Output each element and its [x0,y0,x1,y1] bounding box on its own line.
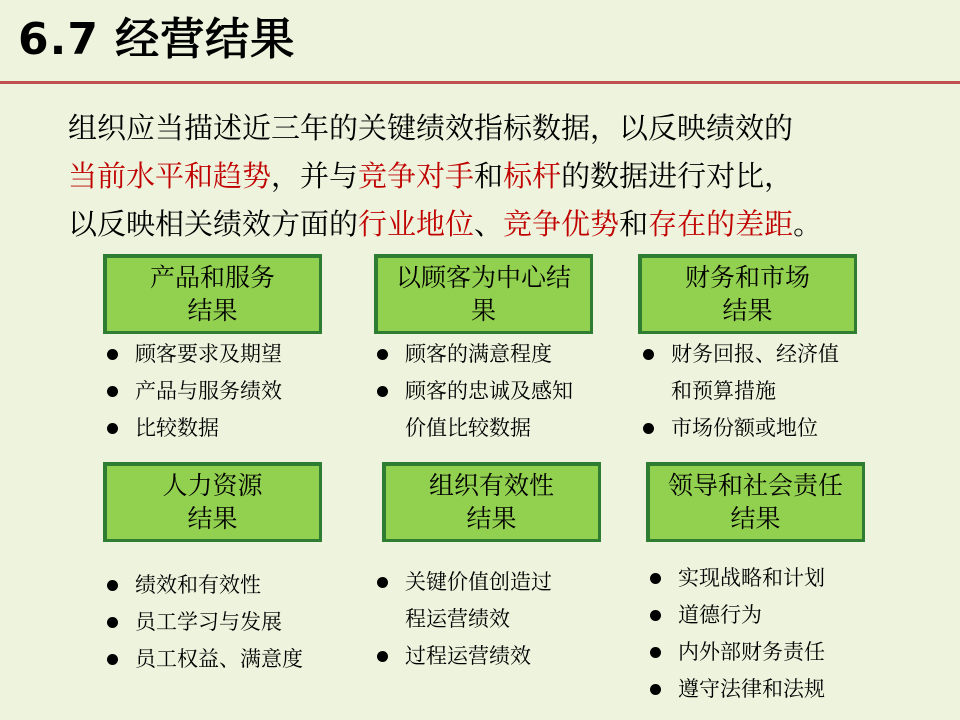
page-title: 6.7 经营结果 [18,14,296,65]
bullet-icon [650,610,661,621]
list-customer-focused [373,336,623,447]
intro-text: 以反映相关绩效方面的 [68,207,359,241]
bullet-icon [107,349,118,360]
list-item: 道德行为 [646,597,906,634]
bullet-icon [107,386,118,397]
box-financial-market [638,254,857,334]
list-item: 比较数据 [103,410,343,447]
list-item: 产品与服务绩效 [103,373,343,410]
bullet-icon [643,349,654,360]
bullet-icon [650,684,661,695]
intro-text: 和 [474,159,504,193]
bullet-icon [107,580,118,591]
list-item-continuation: 和预算措施 [671,379,776,403]
box-title: 果 [470,296,496,325]
bullet-icon [650,573,661,584]
box-title: 产品和服务 [149,263,275,292]
box-products-services [103,254,322,334]
list-item: 绩效和有效性 [103,567,363,604]
highlight-gap: 存在的差距 [648,207,794,241]
highlight-industry-position: 行业地位 [358,207,475,241]
box-title: 结果 [722,296,773,325]
box-title: 人力资源 [162,471,263,500]
intro-text: 和 [619,207,649,241]
list-item: 关键价值创造过 [373,564,623,601]
intro-text: 。 [793,207,823,241]
box-organizational-effectiveness [382,462,601,542]
bullet-icon [377,577,388,588]
list-item: 遵守法律和法规 [646,671,906,708]
list-item-continuation: 程运营绩效 [405,607,510,631]
highlight-benchmark: 标杆 [503,159,562,193]
box-title: 以顾客为中心结 [395,263,571,292]
list-products-services [103,336,343,447]
list-item: 顾客的满意程度 [373,336,623,373]
box-leadership-social [646,462,865,542]
intro-text: ，并与 [271,159,359,193]
intro-text: 、 [474,207,504,241]
highlight-current-level: 当前水平和趋势 [68,159,272,193]
highlight-competitive-advantage: 竞争优势 [503,207,620,241]
intro-text: 组织应当描述近三年的关键绩效指标数据，以反映绩效的 [68,111,794,145]
list-item: 市场份额或地位 [639,410,899,447]
bullet-icon [650,647,661,658]
box-title: 领导和社会责任 [667,471,843,500]
list-item: 顾客要求及期望 [103,336,343,373]
list-financial-market [639,336,899,447]
box-title: 结果 [187,504,238,533]
bullet-icon [107,654,118,665]
highlight-competitors: 竞争对手 [358,159,475,193]
bullet-icon [377,349,388,360]
bullet-icon [377,651,388,662]
list-organizational-effectiveness [373,564,623,675]
box-title: 组织有效性 [428,471,554,500]
intro-paragraph [68,104,948,248]
title-underline [0,81,960,84]
list-item: 财务回报、经济值 [639,336,899,373]
bullet-icon [643,423,654,434]
intro-line-3 [68,200,948,248]
list-item: 顾客的忠诚及感知 [373,373,623,410]
list-item-continuation: 价值比较数据 [405,416,531,440]
list-human-resources [103,567,363,678]
list-item: 内外部财务责任 [646,634,906,671]
box-customer-focused [374,254,593,334]
list-item: 实现战略和计划 [646,560,906,597]
box-title: 结果 [730,504,781,533]
bullet-icon [107,617,118,628]
intro-text: 的数据进行对比， [561,159,794,193]
bullet-icon [107,423,118,434]
box-title: 结果 [466,504,517,533]
intro-line-1 [68,104,948,152]
list-item: 过程运营绩效 [373,638,623,675]
box-title: 结果 [187,296,238,325]
bullet-icon [377,386,388,397]
box-human-resources [103,462,322,542]
box-title: 财务和市场 [684,263,810,292]
list-item: 员工权益、满意度 [103,641,363,678]
intro-line-2 [68,152,948,200]
list-leadership-social [646,560,906,708]
list-item: 员工学习与发展 [103,604,363,641]
title-bar [0,0,960,84]
